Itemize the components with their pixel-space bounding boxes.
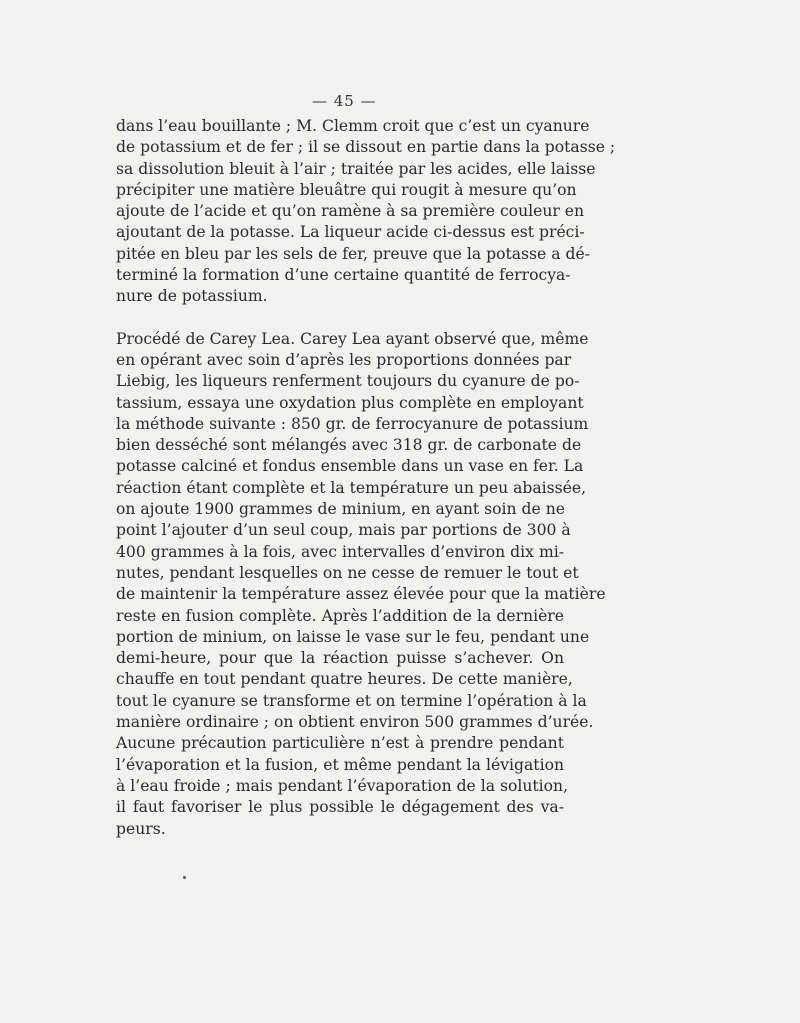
text-line: ajoutant de la potasse. La liqueur acide ci-dessus est préci- bbox=[116, 223, 585, 242]
text-line: potasse calciné et fondus ensemble dans un vase en fer. La bbox=[116, 457, 584, 476]
text-line: reste en fusion complète. Après l’addition de la dernière bbox=[116, 606, 564, 625]
text-line: précipiter une matière bleuâtre qui rougit à mesure qu’on bbox=[116, 180, 577, 199]
text-line: tout le cyanure se transforme et on termine l’opération à la bbox=[116, 691, 587, 710]
text-line: 400 grammes à la fois, avec intervalles d’environ dix mi- bbox=[116, 542, 564, 561]
text-line: portion de minium, on laisse le vase sur le feu, pendant une bbox=[116, 627, 590, 646]
text-line: manière ordinaire ; on obtient environ 500 grammes d’urée. bbox=[116, 713, 594, 732]
paragraph-spacer bbox=[116, 308, 564, 329]
text-line: de potassium et de fer ; il se dissout en partie dans la potasse ; bbox=[116, 138, 616, 157]
text-line: Procédé de Carey Lea. Carey Lea ayant observé que, même bbox=[116, 329, 589, 348]
text-line: Aucune précaution particulière n’est à prendre pendant bbox=[116, 734, 564, 753]
text-line: chauffe en tout pendant quatre heures. De cette manière, bbox=[116, 670, 573, 689]
paragraph-2 bbox=[116, 329, 606, 840]
text-line: l’évaporation et la fusion, et même pendant la lévigation bbox=[116, 755, 564, 774]
text-line: il faut favoriser le plus possible le dégagement des va- bbox=[116, 798, 564, 817]
text-line: nure de potassium. bbox=[116, 287, 268, 306]
text-line: pitée en bleu par les sels de fer, preuve que la potasse a dé- bbox=[116, 244, 590, 263]
text-line: réaction étant complète et la température un peu abaissée, bbox=[116, 478, 587, 497]
text-line: point l’ajouter d’un seul coup, mais par portions de 300 à bbox=[116, 521, 571, 540]
text-line: peurs. bbox=[116, 819, 166, 838]
text-line: on ajoute 1900 grammes de minium, en ayant soin de ne bbox=[116, 500, 565, 519]
text-line: bien desséché sont mélangés avec 318 gr. de carbonate de bbox=[116, 436, 582, 455]
text-line: terminé la formation d’une certaine quantité de ferrocya- bbox=[116, 266, 571, 285]
page-number: — 45 — bbox=[312, 92, 377, 110]
ink-speck bbox=[183, 876, 186, 879]
text-line: demi-heure, pour que la réaction puisse s’achever. On bbox=[116, 649, 564, 668]
text-line: tassium, essaya une oxydation plus complète en employant bbox=[116, 393, 584, 412]
text-line: dans l’eau bouillante ; M. Clemm croit que c’est un cyanure bbox=[116, 117, 590, 135]
text-line: Liebig, les liqueurs renferment toujours du cyanure de po- bbox=[116, 372, 580, 391]
text-line: en opérant avec soin d’après les proportions données par bbox=[116, 350, 572, 369]
text-line: nutes, pendant lesquelles on ne cesse de remuer le tout et bbox=[116, 563, 579, 582]
paragraph-1 bbox=[116, 116, 616, 308]
text-line: à l’eau froide ; mais pendant l’évaporation de la solution, bbox=[116, 776, 569, 795]
text-line: la méthode suivante : 850 gr. de ferrocyanure de potassium bbox=[116, 414, 589, 433]
body-text bbox=[116, 116, 616, 840]
text-line: ajoute de l’acide et qu’on ramène à sa première couleur en bbox=[116, 202, 585, 221]
text-line: sa dissolution bleuit à l’air ; traitée par les acides, elle laisse bbox=[116, 159, 596, 178]
text-line: de maintenir la température assez élevée pour que la matière bbox=[116, 585, 606, 604]
